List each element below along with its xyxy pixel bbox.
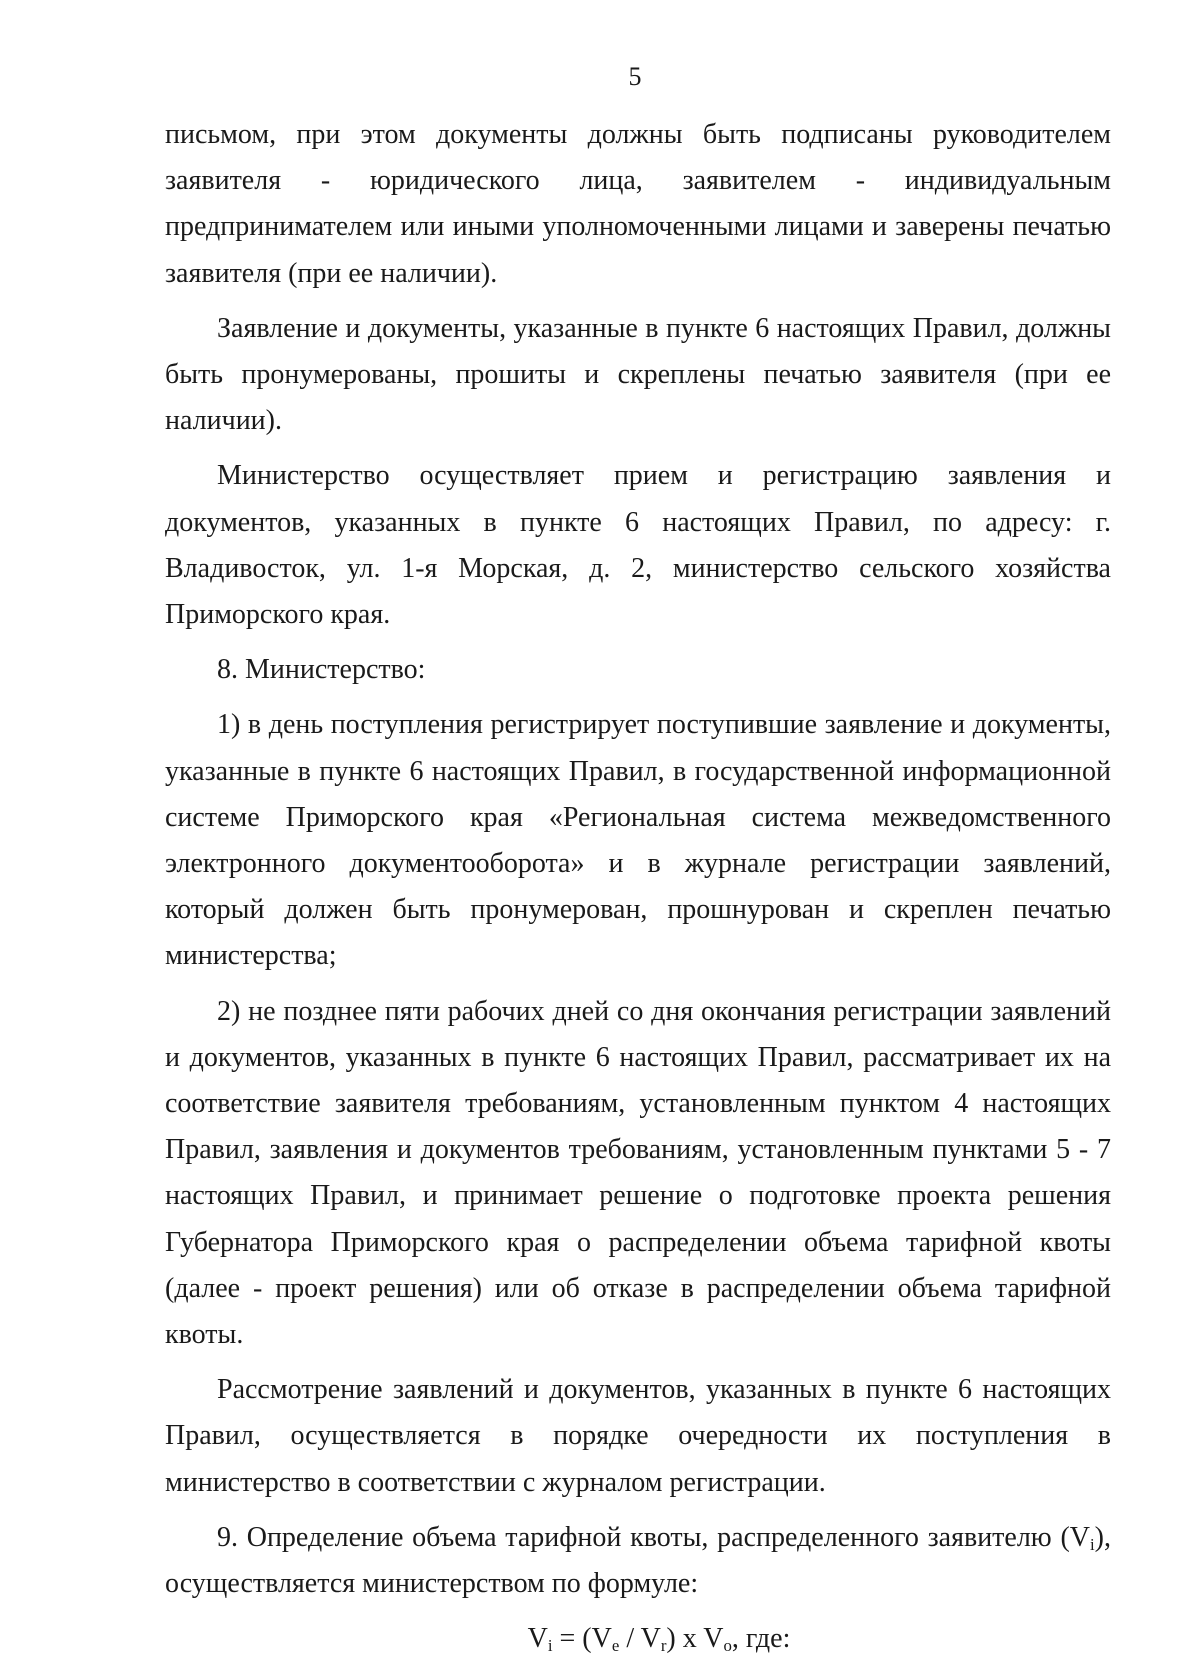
formula-v: V: [527, 1623, 548, 1655]
formula-sub-r: r: [660, 1636, 667, 1656]
formula-eq: = (V: [552, 1623, 612, 1655]
formula-tail: , где:: [731, 1623, 791, 1655]
document-body: [165, 112, 1111, 1663]
paragraph-item-8-2: 2) не позднее пяти рабочих дней со дня окончания регистрации заявлений и документов, указанных в пункте 6 настоящих Правил, рассматривает их на соответствие заявителя требованиям, установленным пунктом 4 настоящих Правил, заявления и документов требованиям, установленным пунктами 5 - 7 настоящих Правил, и принимает решение о подготовке проекта решения Губернатора Приморского края о распределении объема тарифной квоты (далее - проект решения) или об отказе в распределении объема тарифной квоты.: [165, 995, 1111, 1351]
paragraph-item-9-subscript: i: [1090, 1535, 1095, 1555]
paragraph-numbering-requirement: Заявление и документы, указанные в пункте 6 настоящих Правил, должны быть пронумерованы, прошиты и скреплены печатью заявителя (при ее наличии).: [165, 312, 1111, 437]
paragraph-item-9-text: 9. Определение объема тарифной квоты, распределенного заявителю (V: [217, 1521, 1090, 1553]
paragraph-item-8-1: 1) в день поступления регистрирует поступившие заявление и документы, указанные в пункте 6 настоящих Правил, в государственной информационной системе Приморского края «Региональная система межведомственного электронного документооборота» и в журнале регистрации заявлений, который должен быть пронумерован, прошнурован и скреплен печатью министерства;: [165, 709, 1111, 972]
formula-x: ) x V: [666, 1623, 724, 1655]
paragraph-review-order: Рассмотрение заявлений и документов, указанных в пункте 6 настоящих Правил, осуществляется в порядке очередности их поступления в министерство в соответствии с журналом регистрации.: [165, 1374, 1111, 1498]
page-number: 5: [628, 62, 642, 91]
paragraph-item-8-heading: 8. Министерство:: [217, 654, 426, 686]
formula-slash: / V: [619, 1623, 661, 1655]
formula-sub-e: e: [611, 1636, 620, 1656]
formula-sub-i: i: [547, 1636, 553, 1656]
formula-sub-o: o: [723, 1636, 732, 1656]
formula: [165, 1616, 1111, 1662]
paragraph-item-9-tail: ), осуществляется министерством по формуле:: [165, 1521, 1111, 1600]
paragraph-continuation: письмом, при этом документы должны быть подписаны руководителем заявителя - юридического лица, заявителем - индивидуальным предпринимателем или иными уполномоченными лицами и заверены печатью заявителя (при ее наличии).: [165, 119, 1111, 289]
paragraph-item-9: [165, 1515, 1111, 1607]
paragraph-ministry-address: Министерство осуществляет прием и регистрацию заявления и документов, указанных в пункте 6 настоящих Правил, по адресу: г. Владивосток, ул. 1-я Морская, д. 2, министерство сельского хозяйства Приморского края.: [165, 460, 1111, 631]
